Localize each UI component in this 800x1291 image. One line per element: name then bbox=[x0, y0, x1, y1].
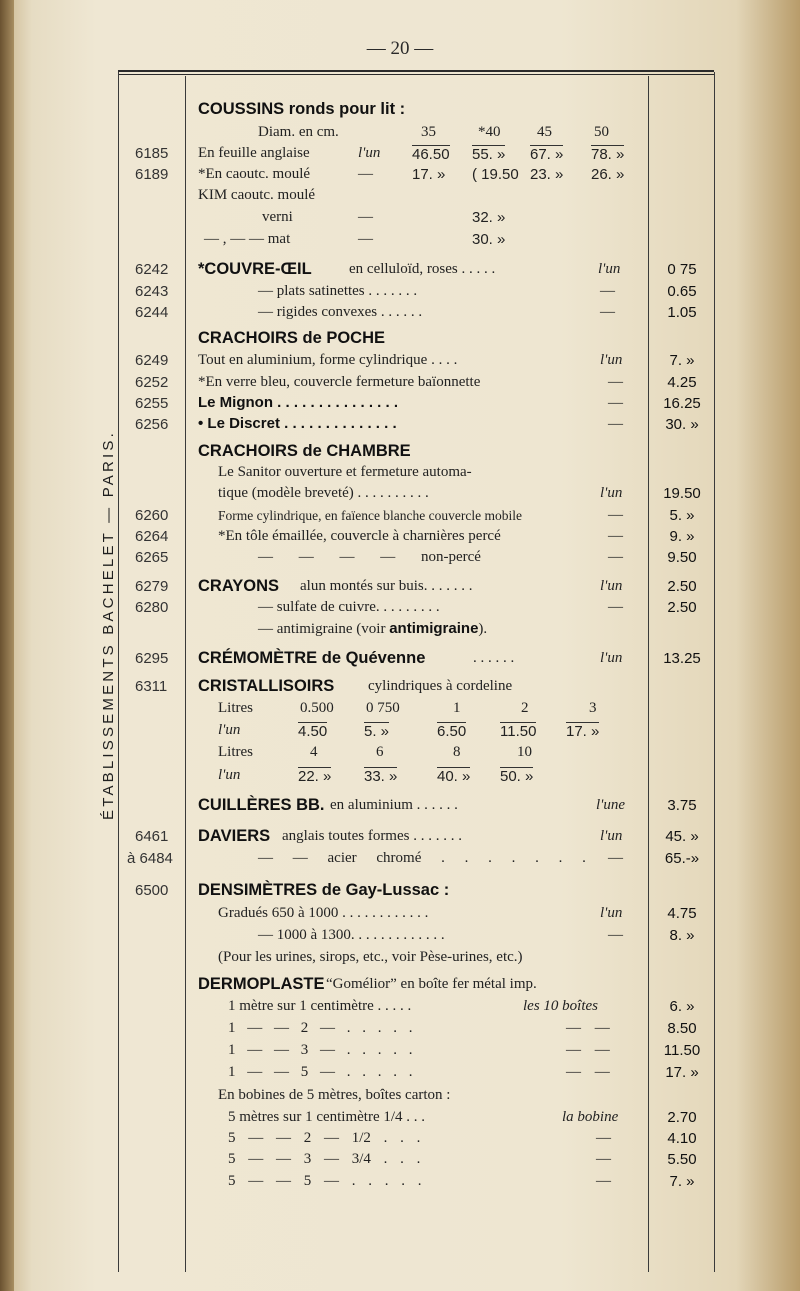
item-code: 6265 bbox=[135, 549, 169, 566]
item-price: 30. » bbox=[665, 416, 699, 433]
item-code: 6295 bbox=[135, 650, 169, 667]
cristallisoirs-value: 17. » bbox=[566, 723, 600, 740]
item-unit: la bobine bbox=[562, 1109, 619, 1125]
item-price: 11.50 bbox=[663, 1042, 701, 1059]
item-label: — — acier chromé . . . . . . . bbox=[258, 850, 586, 866]
item-label: anglais toutes formes . . . . . . . bbox=[282, 828, 462, 844]
item-code: 6252 bbox=[135, 374, 169, 391]
item-unit: — — bbox=[566, 1042, 610, 1058]
item-price: 8. » bbox=[669, 927, 695, 944]
item-unit: — bbox=[608, 549, 623, 565]
coussins-row-label: *En caoutc. moulé bbox=[198, 166, 311, 182]
item-price: 5. » bbox=[669, 507, 695, 524]
side-imprint: ÉTABLISSEMENTS BACHELET — PARIS. bbox=[100, 430, 117, 820]
item-code: 6249 bbox=[135, 352, 169, 369]
cristallisoirs-value: 40. » bbox=[437, 768, 471, 785]
item-label: • Le Discret . . . . . . . . . . . . . . bbox=[198, 415, 397, 432]
coussins-title: COUSSINS ronds pour lit : bbox=[198, 100, 406, 118]
item-code: 6260 bbox=[135, 507, 169, 524]
item-unit: — bbox=[608, 374, 623, 390]
item-label: en celluloïd, roses . . . . . bbox=[349, 261, 496, 277]
coussins-price: 26. » bbox=[591, 166, 625, 183]
coussins-price: 67. » bbox=[530, 146, 564, 163]
cristallisoirs-value: 5. » bbox=[364, 723, 390, 740]
item-unit: l'un bbox=[600, 650, 623, 666]
dermoplaste-subtitle: “Gomélior” en boîte fer métal imp. bbox=[326, 976, 537, 992]
item-price: 17. » bbox=[665, 1064, 699, 1081]
item-price: 5.50 bbox=[667, 1151, 697, 1168]
item-price: 16.25 bbox=[663, 395, 701, 412]
item-unit: — bbox=[608, 599, 623, 615]
crachoirs-chambre-title: CRACHOIRS de CHAMBRE bbox=[198, 442, 411, 460]
item-price: 1.05 bbox=[667, 304, 697, 321]
item-unit: l'un bbox=[600, 828, 623, 844]
cristallisoirs-subtitle: cylindriques à cordeline bbox=[368, 678, 513, 694]
item-price: 2.50 bbox=[667, 578, 697, 595]
cristallisoirs-row-label: l'un bbox=[218, 767, 241, 783]
code-column-rule bbox=[185, 76, 186, 1272]
item-code: 6461 bbox=[135, 828, 169, 845]
coussins-price: 17. » bbox=[412, 166, 446, 183]
item-unit: — bbox=[608, 528, 623, 544]
cristallisoirs-value: 8 bbox=[453, 744, 461, 760]
left-column-rule bbox=[118, 72, 119, 1272]
coussins-price: 55. » bbox=[472, 146, 506, 163]
item-label: Le Mignon . . . . . . . . . . . . . . . bbox=[198, 394, 399, 411]
coussins-size: 35 bbox=[421, 124, 436, 140]
item-price: 4.25 bbox=[667, 374, 697, 391]
item-label: 5 — — 3 — 3/4 . . . bbox=[228, 1151, 421, 1167]
item-price: 8.50 bbox=[667, 1020, 697, 1037]
item-label: alun montés sur buis. . . . . . . bbox=[300, 578, 473, 594]
coussins-row-label: KIM caoutc. moulé bbox=[198, 187, 316, 203]
cristallisoirs-value: 6.50 bbox=[437, 723, 467, 740]
item-price: 45. » bbox=[665, 828, 699, 845]
item-unit: l'un bbox=[598, 261, 621, 277]
item-code: 6256 bbox=[135, 416, 169, 433]
coussins-row-unit: l'un bbox=[358, 145, 381, 161]
item-price: 0 75 bbox=[667, 261, 697, 278]
coussins-diam-label: Diam. en cm. bbox=[258, 124, 339, 140]
dermoplaste-bobines-title: En bobines de 5 mètres, boîtes carton : bbox=[218, 1087, 451, 1103]
item-unit: — bbox=[600, 304, 615, 320]
cristallisoirs-value: 33. » bbox=[364, 768, 398, 785]
top-rule-thin bbox=[118, 74, 714, 75]
item-code: 6242 bbox=[135, 261, 169, 278]
item-unit: — — bbox=[566, 1064, 610, 1080]
item-code: à 6484 bbox=[127, 850, 173, 867]
item-label: 5 mètres sur 1 centimètre 1/4 . . . bbox=[228, 1109, 426, 1125]
item-label: *En tôle émaillée, couvercle à charnières percé bbox=[218, 528, 501, 544]
item-unit: l'une bbox=[596, 797, 626, 813]
crayons-reference bbox=[258, 621, 487, 637]
cristallisoirs-value: 10 bbox=[517, 744, 532, 760]
coussins-row-label: verni bbox=[262, 209, 293, 225]
cristallisoirs-value: 6 bbox=[376, 744, 384, 760]
item-label: — 1000 à 1300. . . . . . . . . . . . . bbox=[258, 927, 445, 943]
item-label: 5 — — 2 — 1/2 . . . bbox=[228, 1130, 421, 1146]
densimetres-note: (Pour les urines, sirops, etc., voir Pèse-urines, etc.) bbox=[218, 949, 523, 965]
cristallisoirs-value: 4 bbox=[310, 744, 318, 760]
item-code: 6189 bbox=[135, 166, 169, 183]
coussins-row-label: — , — — mat bbox=[204, 231, 291, 247]
top-rule-thick bbox=[118, 70, 714, 72]
item-price: 9.50 bbox=[667, 549, 697, 566]
crayons-reference-bold: antimigraine bbox=[389, 620, 479, 637]
item-label: — rigides convexes . . . . . . bbox=[258, 304, 423, 320]
cuilleres-title: CUILLÈRES BB. bbox=[198, 796, 325, 814]
crayons-reference-end: ). bbox=[478, 621, 488, 637]
daviers-title: DAVIERS bbox=[198, 827, 271, 845]
page-number: — 20 — bbox=[366, 38, 434, 59]
item-price: 2.70 bbox=[667, 1109, 697, 1126]
cristallisoirs-value: 1 bbox=[453, 700, 461, 716]
item-price: 65.-» bbox=[664, 850, 700, 867]
item-unit: l'un bbox=[600, 578, 623, 594]
cristallisoirs-value: 3 bbox=[589, 700, 597, 716]
item-code: 6311 bbox=[135, 678, 168, 695]
cristallisoirs-row-label: l'un bbox=[218, 722, 241, 738]
item-label: — — — — non-percé bbox=[258, 549, 481, 565]
dermoplaste-title: DERMOPLASTE bbox=[198, 975, 325, 993]
item-unit: l'un bbox=[600, 485, 623, 501]
coussins-row-unit: — bbox=[358, 209, 373, 225]
item-unit: les 10 boîtes bbox=[523, 998, 598, 1014]
item-label: . . . . . . bbox=[473, 650, 515, 666]
cristallisoirs-row-label: Litres bbox=[218, 744, 253, 760]
item-code: 6243 bbox=[135, 283, 169, 300]
coussins-price: ( 19.50 bbox=[472, 166, 519, 183]
coussins-row-unit: — bbox=[358, 166, 373, 182]
item-price: 6. » bbox=[669, 998, 695, 1015]
coussins-price: 23. » bbox=[530, 166, 564, 183]
cristallisoirs-value: 4.50 bbox=[298, 723, 328, 740]
item-label: tique (modèle breveté) . . . . . . . . . . bbox=[218, 485, 429, 501]
coussins-row-label: En feuille anglaise bbox=[198, 145, 310, 161]
item-label: *En verre bleu, couvercle fermeture baïonnette bbox=[198, 374, 481, 390]
crachoirs-poche-title: CRACHOIRS de POCHE bbox=[198, 329, 386, 347]
item-price: 0.65 bbox=[667, 283, 697, 300]
coussins-price: 30. » bbox=[472, 231, 506, 248]
cristallisoirs-value: 50. » bbox=[500, 768, 534, 785]
item-price: 4.75 bbox=[667, 905, 697, 922]
item-code: 6264 bbox=[135, 528, 169, 545]
item-unit: — bbox=[608, 395, 623, 411]
item-price: 7. » bbox=[669, 352, 695, 369]
item-label: en aluminium . . . . . . bbox=[330, 797, 458, 813]
item-code: 6500 bbox=[135, 882, 169, 899]
cristallisoirs-value: 0.500 bbox=[300, 700, 334, 716]
coussins-size: 50 bbox=[594, 124, 609, 140]
item-label: Tout en aluminium, forme cylindrique . . . . bbox=[198, 352, 458, 368]
item-price: 19.50 bbox=[663, 485, 701, 502]
item-unit: — bbox=[608, 850, 623, 866]
right-column-rule bbox=[714, 72, 715, 1272]
book-spine bbox=[0, 0, 14, 1291]
item-label: Gradués 650 à 1000 . . . . . . . . . . . . bbox=[218, 905, 429, 921]
item-code: 6279 bbox=[135, 578, 169, 595]
item-price: 4.10 bbox=[667, 1130, 697, 1147]
item-unit: — bbox=[596, 1173, 611, 1189]
item-price: 3.75 bbox=[667, 797, 697, 814]
item-label: 1 — — 5 — . . . . . bbox=[228, 1064, 413, 1080]
item-code: 6244 bbox=[135, 304, 169, 321]
item-label: Forme cylindrique, en faïence blanche couvercle mobile bbox=[218, 508, 522, 523]
cristallisoirs-value: 2 bbox=[521, 700, 529, 716]
item-price: 9. » bbox=[669, 528, 695, 545]
cristallisoirs-value: 0 750 bbox=[366, 700, 400, 716]
item-code: 6185 bbox=[135, 145, 169, 162]
cristallisoirs-title: CRISTALLISOIRS bbox=[198, 677, 335, 695]
cristallisoirs-value: 11.50 bbox=[500, 723, 537, 740]
coussins-size: 45 bbox=[537, 124, 552, 140]
item-label: 5 — — 5 — . . . . . bbox=[228, 1173, 422, 1189]
crayons-reference-text: — antimigraine (voir bbox=[258, 621, 386, 637]
coussins-row-unit: — bbox=[358, 231, 373, 247]
cristallisoirs-row-label: Litres bbox=[218, 700, 253, 716]
cristallisoirs-value: 22. » bbox=[298, 768, 332, 785]
couvre-oeil-title: *COUVRE-ŒIL bbox=[198, 260, 312, 278]
item-price: 7. » bbox=[669, 1173, 695, 1190]
item-unit: — bbox=[608, 416, 623, 432]
coussins-price: 32. » bbox=[472, 209, 506, 226]
item-price: 2.50 bbox=[667, 599, 697, 616]
item-unit: — — bbox=[566, 1020, 610, 1036]
item-unit: — bbox=[600, 283, 615, 299]
item-label: 1 — — 2 — . . . . . bbox=[228, 1020, 413, 1036]
coussins-price: 46.50 bbox=[412, 146, 450, 163]
cremometre-title: CRÉMOMÈTRE de Quévenne bbox=[198, 649, 426, 667]
item-code: 6280 bbox=[135, 599, 169, 616]
item-unit: — bbox=[596, 1151, 611, 1167]
item-unit: — bbox=[608, 507, 623, 523]
item-unit: — bbox=[608, 927, 623, 943]
coussins-price: 78. » bbox=[591, 146, 625, 163]
item-unit: l'un bbox=[600, 352, 623, 368]
item-label: 1 — — 3 — . . . . . bbox=[228, 1042, 413, 1058]
item-label: — sulfate de cuivre. . . . . . . . . bbox=[258, 599, 440, 615]
item-label: Le Sanitor ouverture et fermeture automa- bbox=[218, 464, 472, 480]
densimetres-title: DENSIMÈTRES de Gay-Lussac : bbox=[198, 881, 450, 899]
item-label: — plats satinettes . . . . . . . bbox=[258, 283, 418, 299]
item-unit: l'un bbox=[600, 905, 623, 921]
coussins-size: *40 bbox=[478, 124, 501, 140]
item-unit: — bbox=[596, 1130, 611, 1146]
crayons-title: CRAYONS bbox=[198, 577, 279, 595]
item-label: 1 mètre sur 1 centimètre . . . . . bbox=[228, 998, 412, 1014]
price-column-rule bbox=[648, 76, 649, 1272]
item-price: 13.25 bbox=[663, 650, 701, 667]
item-code: 6255 bbox=[135, 395, 169, 412]
